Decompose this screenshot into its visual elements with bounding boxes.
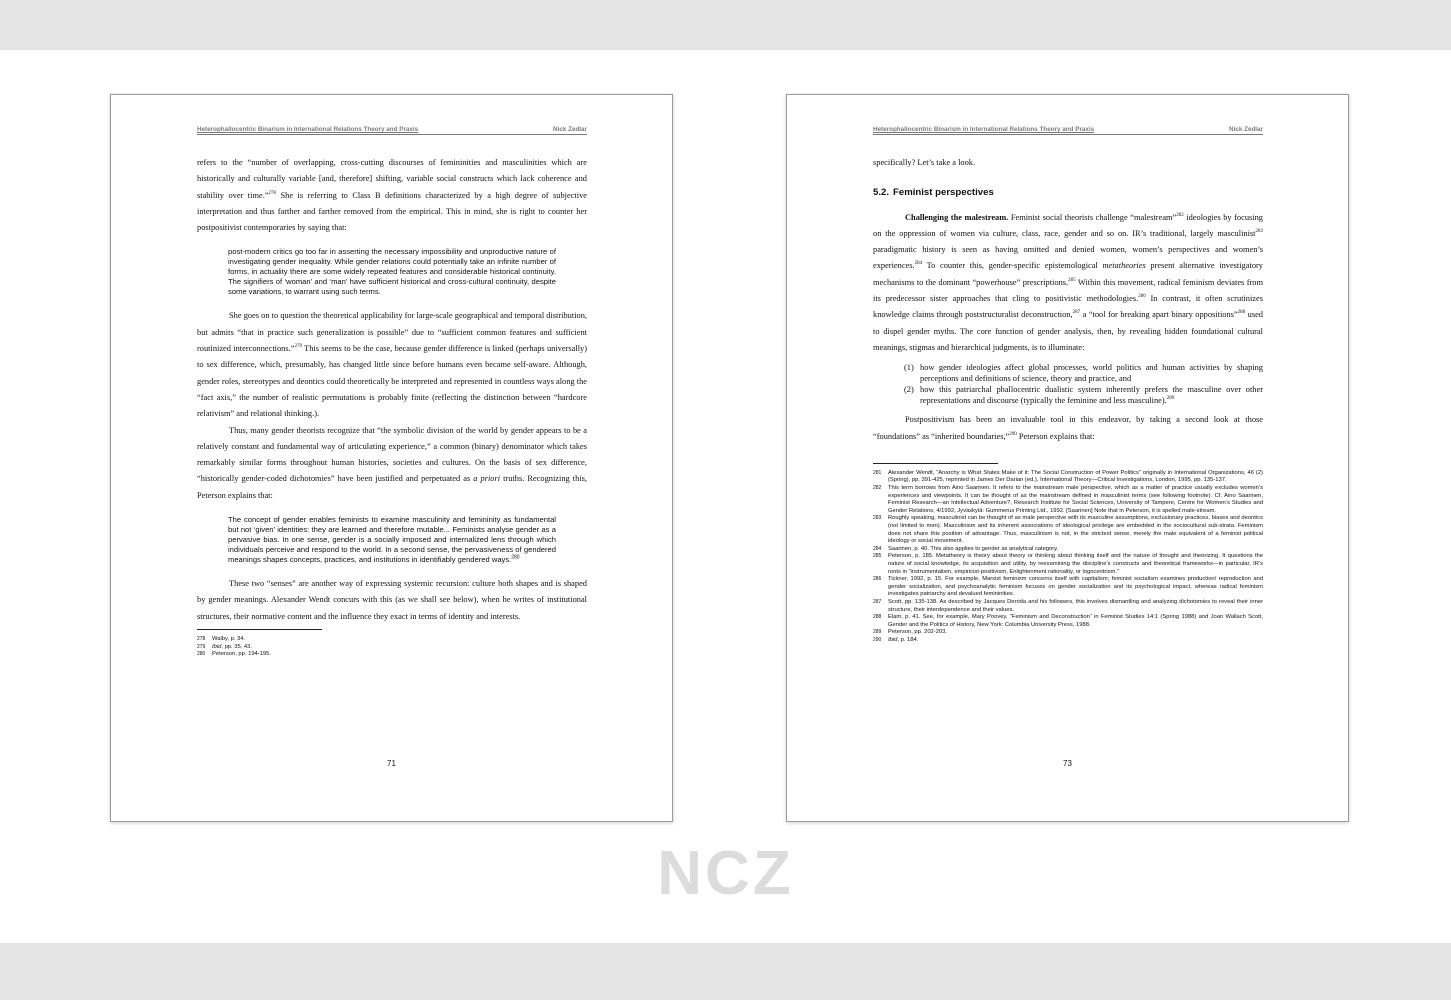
watermark-logo: NCZ bbox=[657, 839, 794, 908]
page-number: 71 bbox=[387, 759, 396, 768]
footnote: 288 Elam, p. 41. See, for example, Mary Poovey, “Feminism and Deconstruction” in Feminist Studies 14:1 (Spring 1988) and Joan Wallach Scott, Gender and the Politics of History, New York: Columbia University Press, 1988. bbox=[873, 614, 1263, 628]
footnote: 283 Roughly speaking, masculinist can be thought of as male perspective with its masculine assumptions, exclusionary practices, biases and deontics (not limited to men). Masculinism and its inherent associations of ideological privilege are embedded in the sociocultural sub-strata. Feminism does not share this position of advantage. Thus, masculinism is not, in the strictest sense, merely the male equivalent of a feminist political ideology or social movement. bbox=[873, 515, 1263, 545]
footnote-ref[interactable]: 288 bbox=[1237, 310, 1246, 316]
paragraph: She goes on to question the theoretical applicability for large-scale geographical and temporal distribution, but admits “that in practice such generalization is possible” due to “sufficient common features and sufficient routinized interconnections.”$^{279}$ This seems to be the case, because gender difference is linked (perhaps universally) to sex difference, which, presumably, has changed little since before humans even became self-aware. Although, gender roles, stereotypes and deontics could theoretically be interpreted and represented in countless ways along the “fact axis,” the number of realistic permutations is probably finite (reflecting the distinction between “hardcore relativism” and relational thinking.). bbox=[197, 311, 587, 419]
footnote: 286 Tickner, 1992, p. 15. For example, Marxist feminism concerns itself with capitalism; feminist socialism examines production/ reproduction and gender socialization, and psychoanalytic feminism focuses on gender socialization and its psychological impact, whereas radical feminism investigates patriarchy and devalued femininities. bbox=[873, 576, 1263, 598]
footnote-ref[interactable]: 285 bbox=[1068, 277, 1076, 283]
paragraph: Challenging the malestream. Feminist social theorists challenge “malestream”$^{282}$ ideologies by focusing on the oppression of women via culture, class, race, gender and so on. IR’s traditional, largely masculinist$^{283}$ paradigmatic history is seen as having omitted and denied women, women’s perspectives and women’s experiences.$^{284}$ To counter this, gender-specific epistemological metatheories present alternative investigatory mechanisms to the dominant “powerhouse” prescriptions.$^{285}$ Within this movement, radical feminism deviates from its predecessor sister approaches that cling to positivistic methodologies.$^{286}$ In contrast, it often scrutinizes knowledge claims through poststructuralist deconstruction,$^{287}$ a “tool for breaking apart binary oppositions”$^{288}$ used to dispel gender myths. The core function of gender analysis, then, by revealing hidden foundational cultural meanings, stigmas and hierarchical judgments, is to illuminate: bbox=[873, 212, 1263, 352]
footnote: 284 Saarinen, p. 40. This also applies to gender as analytical category. bbox=[873, 545, 1059, 552]
section-heading: 5.2. Feminist perspectives bbox=[873, 187, 994, 199]
footnote: 289 Peterson, pp. 202-203. bbox=[873, 629, 947, 636]
running-head-title: Heterophallocentric Binarism in International Relations Theory and Praxis bbox=[873, 126, 1095, 133]
footnote-ref[interactable]: 283 bbox=[1255, 229, 1263, 235]
running-head bbox=[873, 126, 1263, 135]
list-item: (2) how this patriarchal phallocentric dualistic system inherently prefers the masculine over other representations and discourse (typically the feminine and less masculine).$^{289}$ bbox=[904, 385, 1263, 406]
running-head-title: Heterophallocentric Binarism in International Relations Theory and Praxis bbox=[197, 126, 419, 133]
footnote-ref[interactable]: 290 bbox=[1009, 431, 1017, 437]
footnote-separator bbox=[197, 629, 322, 630]
footnote-ref[interactable]: 287 bbox=[1072, 310, 1081, 316]
page-71[interactable] bbox=[110, 94, 673, 822]
footnote: 287 Scott, pp. 135-138. As described by Jacques Derrida and his followers, this involves dismantling and analyzing dichotomies to reveal their inner structure, their interdependence and their values. bbox=[873, 598, 1263, 613]
paragraph: Postpositivism has been an invaluable tool in this endeavor, by taking a second look at those “foundations” as “inherited boundaries,”$^{290}$ Peterson explains that: bbox=[873, 415, 1263, 441]
page-73[interactable] bbox=[786, 94, 1349, 822]
block-quote: post-modern critics go too far in asserting the necessary impossibility and unproductive nature of investigating gender inequality. While gender relations could potentially take an infinite number of forms, in actuality there are some widely repeated features and considerable historical continuity. The signifiers of ‘woman’ and ‘man’ have sufficient historical and cross-cultural continuity, despite some variations, to warrant using such terms. bbox=[228, 247, 556, 297]
top-toolbar-band bbox=[0, 0, 1451, 50]
footnote: 278 Walby, p. 34. bbox=[197, 635, 246, 642]
running-head-author: Nick Zedlar bbox=[1229, 126, 1263, 133]
footnote-separator bbox=[873, 463, 998, 464]
paragraph: Thus, many gender theorists recognize that “the symbolic division of the world by gender appears to be a relatively constant and fundamental way of articulating experience,” a common (binary) denominator which takes remarkably similar forms throughout human histories, societies and cultures. On the basis of sex difference, “historically gender-coded dichotomies” have been justified and perpetuated as a priori truths. Recognizing this, Peterson explains that: bbox=[197, 425, 587, 500]
footnote-ref[interactable]: 286 bbox=[1138, 294, 1146, 300]
footnote-ref[interactable]: 279 bbox=[294, 344, 302, 350]
running-head bbox=[197, 126, 587, 135]
bottom-toolbar-band bbox=[0, 943, 1451, 1000]
running-head-author: Nick Zedlar bbox=[553, 126, 587, 133]
footnote: 279 Ibid, pp. 35, 43. bbox=[197, 643, 252, 650]
paragraph: These two “senses” are another way of expressing systemic recursion: culture both shapes and is shaped by gender meanings. Alexander Wendt concurs with this (as we shall see below), when he writes of institutional structures, their normative content and the influence they exact in terms of identity and interests. bbox=[197, 579, 587, 621]
block-quote: The concept of gender enables feminists to examine masculinity and femininity as fundamental but not ‘given’ identities: they are learned and therefore mutable... Feminists analyse gender as a pervasive bias. In one sense, gender is a socially imposed and internalized lens through which individuals perceive and respond to the world. In a second sense, the pervasiveness of gendered meanings shapes concepts, practices, and institutions in identifiably gendered ways.$^{280}$ bbox=[228, 515, 556, 565]
footnotes bbox=[197, 636, 587, 659]
footnote: 280 Peterson, pp. 194-195. bbox=[197, 651, 271, 658]
footnote: 281 Alexander Wendt, “Anarchy is What States Make of it: The Social Construction of Power Politics” originally in International Organizations, 46 (2) (Spring), pp. 391-425, reprinted in James Der Darian (ed.), International Theory—Critical Investigations, London, 1995, pp. 135-137. bbox=[873, 469, 1263, 484]
numbered-list bbox=[904, 362, 1263, 406]
footnote-ref[interactable]: 282 bbox=[1176, 212, 1184, 218]
paragraph: refers to the “number of overlapping, cross-cutting discourses of femininities and masculinities which are historically and culturally variable [and, therefore] shifting, variable social constructs which lack coherence and stability over time.”$^{278}$ She is referring to Class B definitions characterized by a high degree of subjective interpretation and thus farther and farther removed from the empirical. This in mind, she is right to counter her postpositivist contemporaries by saying that: bbox=[197, 158, 587, 233]
footnote: 285 Peterson, p. 185. Metatheory is theory about theory or thinking about thinking itself and the nature of thought and theorizing. It questions the nature of social knowledge, its acquisition and utility, by reexamining the discipline’s constructs and theoretical frameworks—in particular, IR’s roots in “instrumentalism, empiricist-positivism, Enlightenment rationality, or logocentrism.” bbox=[873, 553, 1263, 575]
footnote-ref[interactable]: 278 bbox=[268, 190, 277, 196]
footnotes bbox=[873, 470, 1263, 645]
footnote-ref[interactable]: 289 bbox=[1166, 396, 1175, 402]
paragraph: specifically? Let’s take a look. bbox=[873, 158, 976, 167]
footnote-ref[interactable]: 284 bbox=[914, 261, 923, 267]
list-item: (1) how gender ideologies affect global processes, world politics and human activities by shaping perceptions and definitions of science, theory and practice, and bbox=[904, 363, 1263, 384]
footnote: 282 This term borrows from Aino Saarinen. It refers to the mainstream male perspective, which as a matter of practice usually excludes women’s experiences and viewpoints. It can be thought of as the mainstream defined in masculinist terms (see following footnote). Cf. Aino Saarinen, Feminist Research—an Intellectual Adventure?, Research Institute for Social Sciences, University of Tampere, Centre for Women’s Studies and Gender Relations, 4/1992, Jyväskylä: Gummerus Printing Ltd., 1992. [Saarinen] Note that in Peterson, it is spelled male-stream. bbox=[873, 485, 1263, 514]
page-number: 73 bbox=[1063, 759, 1072, 768]
footnote-ref[interactable]: 280 bbox=[511, 554, 520, 561]
footnote: 290 Ibid, p. 184. bbox=[873, 636, 919, 643]
